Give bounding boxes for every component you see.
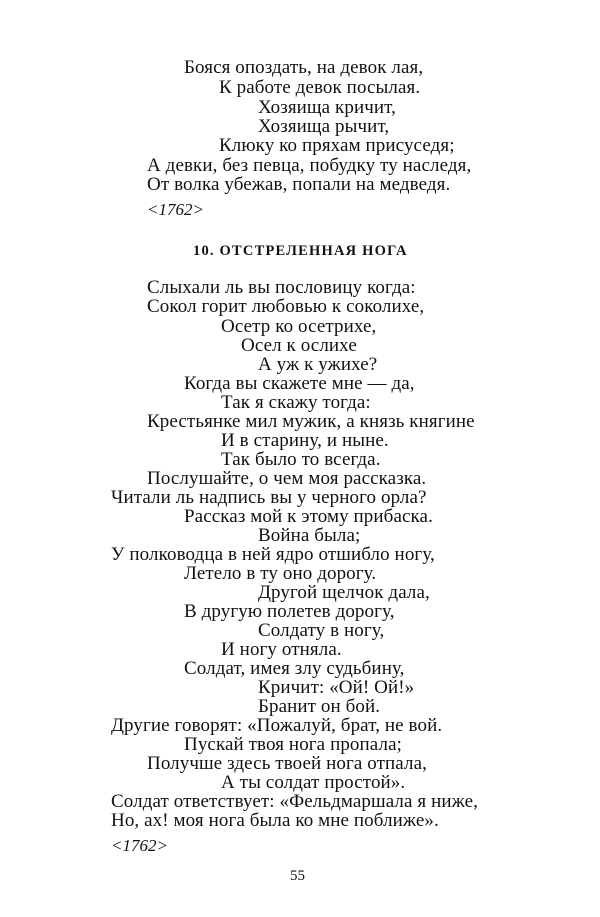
poem-date: <1762> <box>147 200 204 219</box>
poem-line: Война была; <box>258 525 361 546</box>
poem-line: Хозяища рычит, <box>258 116 390 137</box>
poem-line: Бояся опоздать, на девок лая, <box>184 57 424 78</box>
poem-line: От волка убежав, попали на медведя. <box>147 174 451 195</box>
poem-line: Слыхали ль вы пословицу когда: <box>147 277 416 298</box>
poem-line: Другие говорят: «Пожалуй, брат, не вой. <box>111 715 443 736</box>
poem-line: Но, ах! моя нога была ко мне поближе». <box>111 810 439 831</box>
poem-line: Солдату в ногу, <box>258 620 385 641</box>
poem-line: Так я скажу тогда: <box>221 392 371 413</box>
poem-line: Когда вы скажете мне — да, <box>184 373 415 394</box>
poem-line: И ногу отняла. <box>221 639 342 660</box>
poem-line: Кричит: «Ой! Ой!» <box>258 677 415 698</box>
poem-line: Получше здесь твоей нога отпала, <box>147 753 427 774</box>
poem-line: Так было то всегда. <box>221 449 381 470</box>
poem-line: А девки, без певца, побудку ту наследя, <box>147 155 472 176</box>
poem-line: В другую полетев дорогу, <box>184 601 395 622</box>
poem-line: Осел к ослихе <box>241 335 357 356</box>
poem-title: 10. ОТСТРЕЛЕННАЯ НОГА <box>193 243 408 259</box>
poem-line: Хозяища кричит, <box>258 97 396 118</box>
poem-line: Солдат ответствует: «Фельдмаршала я ниже, <box>111 791 478 812</box>
poem-line: Послушайте, о чем моя рассказка. <box>147 468 427 489</box>
poem-line: Пускай твоя нога пропала; <box>184 734 402 755</box>
poem-date: <1762> <box>111 836 168 855</box>
poem-line: У полководца в ней ядро отшибло ногу, <box>111 544 435 565</box>
poem-line: Другой щелчок дала, <box>258 582 430 603</box>
poem-line: Крестьянке мил мужик, а князь княгине <box>147 411 475 432</box>
poem-line: Солдат, имея злу судьбину, <box>184 658 405 679</box>
poem-line: Осетр ко осетрихе, <box>221 316 377 337</box>
poem-line: Клюку ко пряхам присуседя; <box>219 135 455 156</box>
poem-line: Читали ль надпись вы у черного орла? <box>111 487 427 508</box>
poem-line: Рассказ мой к этому прибаска. <box>184 506 433 527</box>
poem-line: К работе девок посылая. <box>219 77 421 98</box>
poem-line: Сокол горит любовью к соколихе, <box>147 296 425 317</box>
poem-line: А ты солдат простой». <box>221 772 406 793</box>
poem-line: А уж к ужихе? <box>258 354 378 375</box>
poem-line: Летело в ту оно дорогу. <box>184 563 377 584</box>
page-number: 55 <box>290 868 305 884</box>
poem-line: И в старину, и ныне. <box>221 430 389 451</box>
poem-line: Бранит он бой. <box>258 696 381 717</box>
